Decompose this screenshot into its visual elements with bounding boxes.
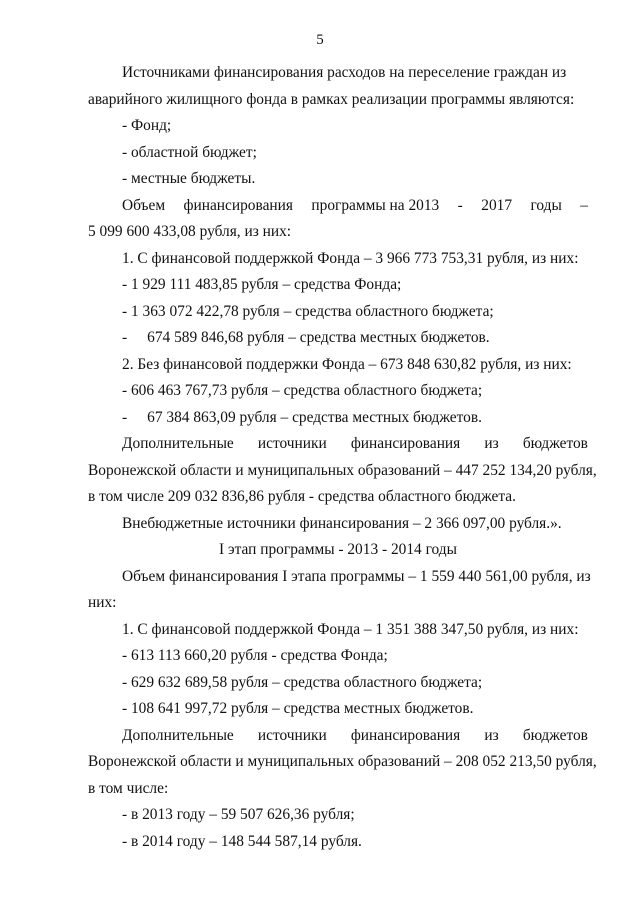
list-item-wf-fund: - 1 929 111 483,85 рубля – средства Фонда; <box>122 276 402 293</box>
paragraph-stage-additional-line3: в том числе: <box>88 779 169 797</box>
word: – <box>580 196 588 214</box>
word: 2017 <box>481 196 513 214</box>
word: Дополнительные <box>122 726 234 744</box>
word: источники <box>257 726 327 744</box>
paragraph-stage-additional-line2: Воронежской области и муниципальных образований – 208 052 213,50 рубля, <box>88 753 597 770</box>
paragraph-stage-additional-line1 <box>88 723 588 750</box>
list-item-wo-local <box>88 405 588 432</box>
paragraph-extrabudgetary: Внебюджетные источники финансирования – 2 366 097,00 рубля.». <box>122 514 562 532</box>
word: - <box>457 196 463 214</box>
word: бюджетов <box>522 726 588 744</box>
paragraph-stage-volume-line1: Объем финансирования I этапа программы – 1 559 440 561,00 рубля, из <box>122 567 591 585</box>
paragraph-sources-intro-line2: аварийного жилищного фонда в рамках реализации программы являются: <box>88 90 575 108</box>
word: из <box>484 435 499 452</box>
paragraph-with-fund-support: 1. С финансовой поддержкой Фонда – 3 966 773 753,31 рубля, из них: <box>122 249 579 267</box>
list-item-wo-regional: - 606 463 767,73 рубля – средства областного бюджета; <box>122 382 483 399</box>
word: финансирования <box>350 726 461 744</box>
word: из <box>484 726 499 744</box>
list-item-wf-local <box>88 325 588 352</box>
paragraph-sources-intro-line1 <box>88 60 588 87</box>
paragraph-stage-volume-line2: них: <box>88 594 117 611</box>
word: источники <box>257 435 327 452</box>
list-item-year-2013: - в 2013 году – 59 507 626,36 рубля; <box>122 806 355 823</box>
text: 674 589 846,68 рубля – средства местных бюджетов. <box>147 329 490 346</box>
dash: - <box>122 329 128 346</box>
list-item-stage-local: - 108 641 997,72 рубля – средства местных бюджетов. <box>122 700 474 717</box>
word: программы на 2013 <box>311 196 440 214</box>
word: финансирования <box>183 196 293 214</box>
dash: - <box>122 408 128 426</box>
document-body <box>88 60 597 855</box>
paragraph-additional-sources-line3: в том числе 209 032 836,86 рубля - средства областного бюджета. <box>88 488 516 505</box>
list-item-year-2014: - в 2014 году – 148 544 587,14 рубля. <box>122 832 362 850</box>
list-item-stage-fund: - 613 113 660,20 рубля - средства Фонда; <box>122 647 388 664</box>
word: Объем <box>122 196 166 214</box>
paragraph-total-volume-line1 <box>88 193 588 220</box>
paragraph-total-volume-line2: 5 099 600 433,08 рубля, из них: <box>88 223 292 240</box>
list-item-fund: - Фонд; <box>122 117 172 134</box>
paragraph-stage-with-fund: 1. С финансовой поддержкой Фонда – 1 351 388 347,50 рубля, из них: <box>122 620 579 638</box>
word: Дополнительные <box>122 435 234 452</box>
list-item-local-budgets: - местные бюджеты. <box>122 170 256 187</box>
stage-heading: I этап программы - 2013 - 2014 годы <box>219 541 457 558</box>
word: годы <box>530 196 562 214</box>
word: финансирования <box>350 435 461 452</box>
paragraph-additional-sources-line2: Воронежской области и муниципальных образований – 447 252 134,20 рубля, <box>88 461 597 479</box>
word: бюджетов <box>522 435 588 452</box>
paragraph-additional-sources-line1 <box>88 431 588 458</box>
paragraph-without-fund-support: 2. Без финансовой поддержки Фонда – 673 848 630,82 рубля, из них: <box>122 355 572 373</box>
list-item-wf-regional: - 1 363 072 422,78 рубля – средства областного бюджета; <box>122 302 494 320</box>
list-item-stage-regional: - 629 632 689,58 рубля – средства областного бюджета; <box>122 673 483 691</box>
text: 67 384 863,09 рубля – средства местных бюджетов. <box>147 408 482 426</box>
list-item-regional-budget: - областной бюджет; <box>122 143 257 161</box>
text-line: Источниками финансирования расходов на переселение граждан из <box>122 64 567 81</box>
page-number: 5 <box>316 32 324 48</box>
